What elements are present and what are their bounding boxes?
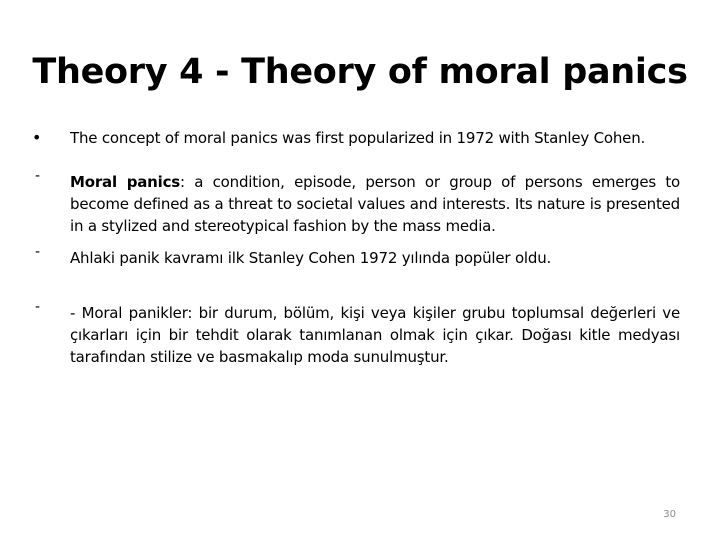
bullet-text: : a condition, episode, person or group of persons emerges to become defined as a threat to societal values and interests. Its nature is presented in a stylized and stereotypical fashion by the mass media. [70, 173, 680, 235]
bullet-text: - Moral panikler: bir durum, bölüm, kişi veya kişiler grubu toplumsal değerleri ve çıkarları için bir tehdit olarak tanımlanan olmak için çıkar. Doğası kitle medyası tarafından stilize ve basmakalıp moda sunulmuştur. [70, 304, 680, 366]
bullet-item-4 [32, 299, 680, 368]
slide-content [32, 127, 680, 368]
bullet-item-1 [32, 127, 680, 149]
bullet-dot-icon: • [32, 128, 42, 147]
bullet-dash-icon: - [35, 168, 40, 184]
bullet-dash-icon: - [35, 244, 40, 260]
slide-title: Theory 4 - Theory of moral panics [32, 52, 688, 92]
page-number: 30 [663, 509, 676, 520]
bullet-text: Ahlaki panik kavramı ilk Stanley Cohen 1972 yılında popüler oldu. [70, 249, 552, 267]
bullet-term: Moral panics [70, 173, 181, 191]
bullet-item-2 [32, 168, 680, 237]
bullet-item-3 [32, 244, 680, 269]
bullet-text: The concept of moral panics was first popularized in 1972 with Stanley Cohen. [70, 129, 646, 147]
bullet-dash-icon: - [35, 299, 40, 315]
